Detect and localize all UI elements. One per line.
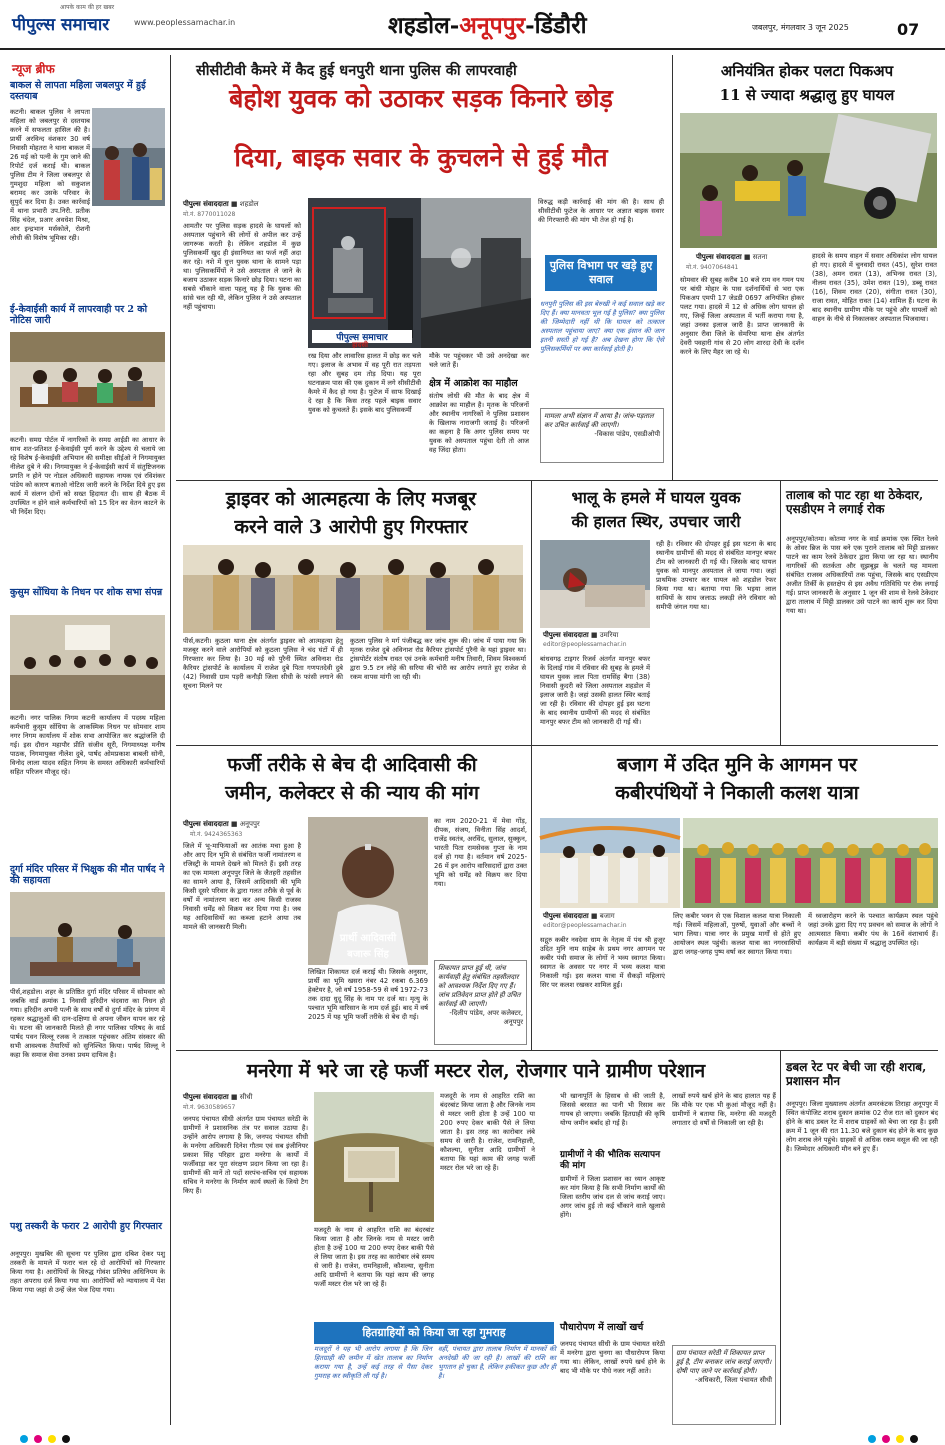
pickup-body-col-2: हादसे के समय वाहन में सवार अधिकांश लोग घायल हो गए। हादसे में चुनवादी रावत (45), सुरेश रावत (38), अमन रावत (13), अभिनव रावत (3), नीलम रावत (35), उमेश रावत (19), डब्बू रावत (16), शिवम रावत (20), संगीता रावत (30), राजा रावत, मोहित रावत (14) शामिल हैं। घटना के बाद स्थानीय ग्रामीण मौके पर पहुंचे और घायलों को वाहन के नीचे से निकालकर अस्पताल भिजवाया। [812, 252, 937, 323]
mgnrega-body-col-1: जनपद पंचायत सीधी अंतर्गत ग्राम पंचायत सरेठी के ग्रामीणों ने प्रशासनिक तंत्र पर सवाल उठाया है। उन्होंने आरोप लगाया है कि, जनपद पंचायत सीधी के मनरेगा अधिकारी दिनेश गौतम एवं सब इंजीनियर प्रकाश सिंह परिहार द्वारा मनरेगा के कार्यों में फर्जीवाड़ा कर पूरा संरक्षण प्रदान किया जा रहा है। ग्रामीणों की मानें तो पदों सरपंच-सचिव एवं सहायक सचिव ने मनरेगा के निर्माण कार्य स्थलों के जियो टैग किए हैं। [183, 1115, 308, 1195]
bear-body-col-1: बांधवगढ़ टाइगर रिजर्व अंतर्गत मानपुर बफर के दिलाई गांव में रविवार की सुबह के हमले में घायल युवक लाल पिता रामसिंह बैगा (38) निवासी कुदरी को जिला अस्पताल शहडोल में इलाज जारी है। जहां उसकी हालत स्थिर बताई जा रही है। रविवार की दोपहर हुई इस घटना के बाद स्थानीय ग्रामीणों की मदद से संबंधित मानपुर बफर टीम को जानकारी दी गई थी। [540, 655, 650, 726]
mgnrega-quote-source: -अधिकारी, जिला पंचायत सीधी [695, 1376, 772, 1384]
lead-quote [540, 408, 664, 463]
lead-kicker: सीसीटीवी कैमरे में कैद हुई धनपुरी थाना पुलिस की लापरवाही [196, 62, 517, 79]
tribal-photo-label-2: बजारू सिंह [347, 949, 389, 960]
tribal-quote-source: -दिलीप पांडेय, अपर कलेक्टर, अनूपपुर [449, 1009, 523, 1026]
brief-headline-4[interactable]: दुर्गा मंदिर परिसर में भिक्षुक की मौत पार्षद ने की सहायता [10, 864, 165, 887]
lead-quote-text: मामला अभी संज्ञान में आया है। जांच-पड़ताल कर उचित कार्रवाई की जाएगी। [544, 412, 654, 429]
masthead [0, 0, 945, 50]
bear-byline-name: पीपुल्स संवाददाता [543, 631, 589, 639]
tribal-byline-name: पीपुल्स संवाददाता [183, 820, 229, 828]
page-number: 07 [897, 20, 920, 39]
mgnrega-subhead-2: पौधारोपण में लाखों खर्च [560, 1322, 644, 1333]
tribal-byline: पीपुल्स संवाददाता ■ अनूपपुर [183, 820, 260, 828]
pickup-accident-photo [680, 113, 937, 248]
title-part-3: -डिंडौरी [525, 12, 587, 39]
mgnrega-body-col-4b: जनपद पंचायत सीधी के ग्राम पंचायत सरेठी में मनरेगा द्वारा चुनगा का पौधारोपण किया गया था। लेकिन, लाखों रुपये खर्च होने के बाद भी मौके पर पौधे नजर नहीं आते। [560, 1340, 665, 1375]
tribal-headline-line-2[interactable]: जमीन, कलेक्टर से की न्याय की मांग [225, 782, 479, 804]
tribal-photo-label-1: प्रार्थी आदिवासी [339, 933, 397, 944]
kabir-email[interactable]: editor@peoplessamachar.in [543, 922, 627, 929]
brief-headline-3[interactable]: कुसुम सोंधिया के निधन पर शोक सभा संपन्न [10, 587, 163, 598]
brief-photo-4 [10, 892, 165, 984]
kabir-procession-photo-2 [683, 818, 938, 908]
page-title [388, 8, 587, 40]
bear-email[interactable]: editor@peoplessamachar.in [543, 641, 627, 648]
mgnrega-box-right: वहीं, पंचायत द्वारा तालाब निर्माण में मानकों की अनदेखी की जा रही है। लाखों की राशि का भुगतान हो चुका है, लेकिन हकीकत कुछ और ही है। [438, 1345, 556, 1380]
mgnrega-box-left: मजदूरों ने यह भी आरोप लगाया है कि जिन हितग्राही की जमीन में खेत तालाब का निर्माण कराया गया है, उन्हें कई तरह से पैसा देकर गुमराह कर स्वीकृति ली गई है। [314, 1345, 432, 1380]
section-divider [176, 1050, 938, 1051]
tribal-quote-text: शिकायत प्राप्त हुई थी, जांच कार्यवाही हेतु संबंधित तहसीलदार को आवश्यक निर्देश दिए गए हैं। जांच प्रतिवेदन प्राप्त होते ही उचित कार्रवाई की जाएगी। [438, 964, 521, 1008]
section-divider [176, 745, 938, 746]
bear-headline-line-1[interactable]: भालू के हमले में घायल युवक [571, 488, 741, 507]
kabir-byline-name: पीपुल्स संवाददाता [543, 912, 589, 920]
lead-quote-source: -विकास पांडेय, एसडीओपी [594, 430, 660, 438]
registration-dot-black [62, 1435, 70, 1443]
brief-body-2: कटनी। समग्र पोर्टल में नागरिकों के समग्र आईडी का आधार के साथ शत-प्रतिशत ई-केवाईसी पूर्ण करने के उद्देश्य से चलाये जा रहे विशेष ई-केवाईसी अभियान की समीक्षा सीईओ ने निगमायुक्त नीलेश दुबे ने की। निगमायुक्त ने ई-केवाईसी कार्य में संतुष्टिजनक प्रगति न होने पर नोडल अधिकारी सहायक नायक एवं रविशंकर पांडेय को कारण बताओ नोटिस जारी करने के निर्देश दिये हुए इस कार्य में संलग्न दोनों को सख्त हिदायत दी। साथ ही बैठक में उपस्थित न होने वाले कर्मचारियों को 15 दिन का वेतन काटने के भी निर्देश दिए। [10, 436, 165, 516]
tribal-body-col-1: जिले में भू-माफियाओं का आतंक मचा हुआ है और आए दिन भूमि से संबंधित फर्जी नामांतरण व रजिस्ट्री के मामले देखने को मिलते हैं। इसी तरह का एक मामला अनूपपुर जिले के जैतहरी तहसील का सामने आया है, जिसमें आदिवासी की भूमि किसी दूसरे परिवार के द्वारा गलत तरीके से पूर्व के वर्षों में नामांतरण करा कर अन्य किसी राजस्व निवासी धर्मेंद्र को विक्रय कर दिया गया है। जब यह आदिवासियों का कब्जा हटाने आया तब मामले की जानकारी मिली। [183, 842, 301, 931]
kabir-body-col-3: में ध्वजारोहण करने के पश्चात कार्यक्रम स्थल पहुंचे जहां उनके द्वारा दिए गए प्रवचन को समाज के लोगों ने आत्मसात किया। कबीर पंथ के 16वें वंशाचार्य हैं। कार्यक्रम में बड़ी संख्या में श्रद्धालु उपस्थित रहे। [808, 912, 938, 947]
mgnrega-byline-name: पीपुल्स संवाददाता [183, 1093, 229, 1101]
mgnrega-mobile: मो.नं. 9630589657 [183, 1104, 236, 1111]
lead-mobile: मो.नं. 8770011028 [183, 211, 236, 218]
brief-headline-5[interactable]: पशु तस्करी के फरार 2 आरोपी हुए गिरफ्तार [10, 1221, 163, 1232]
column-divider [531, 745, 532, 1050]
mgnrega-byline: पीपुल्स संवाददाता ■ सीधी [183, 1093, 253, 1101]
lead-headline-line-2[interactable]: दिया, बाइक सवार के कुचलने से हुई मौत [234, 143, 608, 172]
kabir-procession-photo-1 [540, 818, 680, 908]
bear-headline-line-2[interactable]: की हालत स्थिर, उपचार जारी [571, 512, 741, 531]
news-brief-label: न्यूज ब्रीफ [12, 62, 55, 76]
brief-body-5: अनूपपुर। मुखबिर की सूचना पर पुलिस द्वारा दबिश देकर पशु तस्करी के मामले में फरार चल रहे दो आरोपियों को गिरफ्तार किया गया है। आरोपियों के विरुद्ध गोवंश प्रतिषेध अधिनियम के तहत अपराध दर्ज किया गया था। आरोपियों को न्यायालय में पेश किया गया जहां से उन्हें जेल भेज दिया गया। [10, 1250, 165, 1294]
registration-dot-yellow [48, 1435, 56, 1443]
brief-body-1: कटनी। बाकल पुलिस ने लापता महिला को जबलपुर से दस्तयाब करने में सफलता हासिल की है। प्रार्थी अरविन्द वंशकार 30 वर्ष निवासी मोहतरा ने थाना बाकल में 26 मई को पत्नी के गुम जाने की रिपोर्ट दर्ज कराई थी। बाकल पुलिस टीम ने जिला जबलपुर से गुमशुदा महिला को सकुशल बरामद कर उसके परिवार के सुपुर्द कर दिया है। उक्त कार्रवाई में थाना प्रभारी उप.निरी. प्रतीक सिंह चंदेल, प्रआर अवधेश मिश्रा, आर इन्द्रभान मर्सकोले, रोशनी लोधी की विशेष भूमिका रही। [10, 108, 90, 242]
kabir-byline: पीपुल्स संवाददाता ■ बजाग [543, 912, 615, 920]
mgnrega-byline-location: सीधी [239, 1093, 253, 1101]
lead-body-col-3b: संतोष लोधी की मौत के बाद क्षेत्र में आक्रोश का माहौल है। मृतक के परिजनों और स्थानीय नागरिकों ने पुलिस प्रशासन के खिलाफ नाराजगी जताई है। परिजनों का कहना है कि अगर पुलिस समय पर युवक को अस्पताल पहुंचा देती तो आज वह जिंदा होता। [429, 392, 529, 454]
kabir-headline-line-2[interactable]: कबीरपंथियों ने निकाली कलश यात्रा [615, 782, 859, 804]
mgnrega-quote [672, 1345, 776, 1425]
lead-byline-name: पीपुल्स संवाददाता [183, 200, 229, 208]
brand-logo: पीपुल्स समाचार [12, 15, 110, 35]
kabir-headline-line-1[interactable]: बजाग में उदित मुनि के आगमन पर [617, 754, 857, 776]
mgnrega-box-head: हितग्राहियों को किया जा रहा गुमराह [314, 1322, 554, 1344]
driver-body-col-1: पीर्स,कटनी। कुठला थाना क्षेत्र अंतर्गत ड्राइवर को आत्महत्या हेतु मजबूर करने वाले आरोपियों को कुठला पुलिस ने चंद घंटों में ही गिरफ्तार कर लिया है। 30 मई को पुरैनी स्थित अविनाश रोड कैरियर ट्रांसपोर्ट के कार्यालय में राजेश दुबे पिता गणपतदेवी दुबे (42) निवासी ग्राम पड़री कनौड़ी जिला सीधी के फांसी लगाने की सूचना मिलने पर [183, 637, 343, 690]
pickup-byline-name: पीपुल्स संवाददाता [696, 253, 742, 261]
lead-cctv-photo-2 [421, 198, 531, 348]
driver-arrest-photo [183, 545, 523, 633]
lead-box-body: धनपुरी पुलिस की इस बेरुखी ने कई सवाल खड़े कर दिए हैं। क्या मानवता भूल गई है पुलिस? क्या पुलिस की जिम्मेदारी नहीं थी कि घायल को तत्काल अस्पताल पहुंचाया जाए? क्या एक इंसान की जान इतनी सस्ती हो गई है? अब देखना होगा कि ऐसे पुलिसकर्मियों पर क्या कार्रवाई होती है। [540, 300, 664, 353]
mgnrega-body-col-3: भी खानापूर्ति के हिसाब से की जाती है, जिससे बरसात का पानी भी रिसाव कर गायब हो जाएगा। जबकि हितग्राही की कृषि योग्य जमीन बर्बाद हो गई है। [560, 1092, 665, 1127]
brief-body-4: पीर्स,शहडोल। शहर के प्रतिष्ठित दुर्गा मंदिर परिसर में सोमवार को जबकि वार्ड क्रमांक 1 निवासी हरिदीन चंदवारा का निधन हो गया। हरिदीन अपनी पत्नी के साथ वर्षों से दुर्गा मंदिर के प्रांगण में रहकर श्रद्धालुओं की दान-दक्षिणा से अपना जीवन यापन कर रहे थे। घटना की जानकारी मिलते ही नगर पालिका परिषद के वार्ड पार्षद पवन सिल्लू रजक ने तत्काल पहुंचकर अंतिम संस्कार की सभी आवश्यक तैयारियों को सुनिश्चित किया। पार्षद सिल्लू ने कहा कि समाज सेवा उनका प्रथम दायित्व है। [10, 988, 165, 1059]
section-divider [176, 480, 938, 481]
column-divider [672, 55, 673, 480]
lead-body-col-3: मौके पर पहुंचकर भी उसे अनदेखा कर चले जाते हैं। [429, 352, 529, 369]
dateline: जबलपुर, मंगलवार 3 जून 2025 [752, 23, 849, 32]
tribal-headline-line-1[interactable]: फर्जी तरीके से बेच दी आदिवासी की [227, 754, 477, 776]
lead-photo-tag: हादसी [352, 341, 368, 349]
pickup-headline-line-2[interactable]: 11 से ज्यादा श्रद्धालु हुए घायल [719, 86, 895, 104]
column-divider [170, 55, 171, 1425]
lead-subhead: क्षेत्र में आक्रोश का माहौल [429, 378, 518, 389]
title-part-2: अनूपपुर [459, 12, 526, 39]
bear-byline: पीपुल्स संवाददाता ■ उमरिया [543, 631, 619, 639]
column-divider [780, 1050, 781, 1425]
lead-byline: पीपुल्स संवाददाता ■ शहडोल [183, 200, 259, 208]
kabir-body-col-1: सद्गुरु कबीर नवदेवा धाम के नेतृत्व में पंथ श्री हुजूर उदित मुनि नाम साहेब के प्रथम नगर आगमन पर कबीर पंथी समाज के लोगों ने भव्य स्वागत किया। स्वागत के अवसर पर नगर में भव्य कलश यात्रा निकाली गई। इस कलश यात्रा में सैकड़ों महिलाएं सिर पर कलश रखकर शामिल हुईं। [540, 936, 665, 989]
lead-headline-line-1[interactable]: बेहोश युवक को उठाकर सड़क किनारे छोड़ [229, 84, 613, 113]
mgnrega-body-col-3b: ग्रामीणों ने जिला प्रशासन का ध्यान आकृष्ट कर मांग किया है कि सभी निर्माण कार्यों की जिला स्तरीय जांच दल से जांच कराई जाए। अगर जांच हुई तो कई चौंकाने वाले खुलासे होंगे। [560, 1175, 665, 1219]
brand-tagline: आपके काम की हर खबर [60, 4, 115, 11]
pond-body: अनूपपुर/कोतमा। कोतमा नगर के वार्ड क्रमांक एक स्थित रेलवे के ओवर ब्रिज के पास बने एक पुराने तालाब को मिट्टी डालकर पाटने का काम रेलवे ठेकेदार द्वारा किया जा रहा था। स्थानीय नागरिकों की सतर्कता और सूझबूझ के चलते यह मामला संबंधित राजस्व अधिकारियों तक पहुंचा, जिसके बाद एसडीएम अजीत तिर्की के हस्तक्षेप से इस अवैध गतिविधि पर रोक लगाई गई। प्राप्त जानकारी के अनुसार 1 जून की शाम से रेलवे ठेकेदार द्वारा तालाब में मिट्टी डालकर उसे पाटने का कार्य शुरू कर दिया गया था। [786, 535, 938, 615]
pickup-mobile: मो.नं. 9407064841 [686, 264, 739, 271]
lead-body-col-4: विरुद्ध कड़ी कार्रवाई की मांग की है। साथ ही सीसीटीवी फुटेज के आधार पर अज्ञात बाइक सवार की गिरफ्तारी की मांग भी तेज हो गई है। [538, 198, 664, 224]
pickup-body-col-1: सोमवार की सुबह करीब 10 बजे राम वन गमन पथ पर बांधी मोहार के पास दर्शनार्थियों से भरा एक पिकअप एमपी 17 जेडडी 0697 अनियंत्रित होकर पलट गया। हादसे में 12 से अधिक लोग घायल हो गए, जिन्हें जिला अस्पताल में भर्ती कराया गया है, जहां उनका इलाज जारी है। प्राप्त जानकारी के अनुसार रीवा जिले के सेमरिया थाना क्षेत्र अंतर्गत देवरी पवहारी गांव से 20 लोग शारदा देवी के दर्शन करने के लिए मैहर जा रहे थे। [680, 276, 804, 356]
registration-dot-yellow [896, 1435, 904, 1443]
brief-body-3: कटनी। नगर पालिक निगम कटनी कार्यालय में पदस्थ महिला कर्मचारी कुसुम सोंधिया के आकस्मिक निधन पर सोमवार शाम नगर निगम कार्यालय में शोक सभा आयोजित कर श्रद्धांजलि दी गई। इस दौरान महापौर प्रीति संजीव सूरी, निगमाध्यक्ष मनीष पाठक, निगमायुक्त नीलेश दुबे, पार्षद ओमप्रकाश बाबली सोनी, विनोद लाला यादव सहित निगम के समस्त अधिकारी कर्मचारियों सहित परिजन मौजूद रहे। [10, 714, 165, 776]
mgnrega-quote-text: ग्राम पंचायत सरेठी में शिकायत प्राप्त हुई है, टीम बनाकर जांच कराई जाएगी। दोषी पाए जाने पर कार्रवाई होगी। [676, 1349, 772, 1375]
kabir-body-col-2: लिए कबीर भवन से एक विशाल कलश यात्रा निकाली गई। जिसमें महिलाओं, पुरुषों, युवाओं और बच्चों ने भाग लिया। यात्रा नगर के प्रमुख मार्गों से होते हुए आयोजन स्थल पहुंची। कलश यात्रा का नगरवासियों द्वारा जगह-जगह पुष्प वर्षा कर स्वागत किया गया। [673, 912, 801, 956]
tribal-body-col-3: का नाम 2020-21 में मेवा गोंड़, दीपक, संजय, विनीता सिंह आदर्श, राजेंद्र स्वतंत्र, अरविंद, सुलाल, सुक्कुन, भारती पिता रामसेवक गुप्ता के नाम दर्ज हो गया है। वर्तमान वर्ष 2025-26 में इन आरोप वारिसदारों द्वारा उक्त भूमि को धर्मेंद्र को विक्रय कर दिया गया। [434, 817, 527, 888]
mgnrega-subhead-1: ग्रामीणों ने की भौतिक सत्यापन की मांग [560, 1150, 661, 1171]
registration-dot-cyan [20, 1435, 28, 1443]
kabir-byline-location: बजाग [599, 912, 615, 920]
registration-dot-cyan [868, 1435, 876, 1443]
registration-dot-black [910, 1435, 918, 1443]
driver-headline-line-1[interactable]: ड्राइवर को आत्महत्या के लिए मजबूर [226, 488, 476, 510]
brief-headline-1[interactable]: बाकल से लापता महिला जबलपुर में हुई दस्तयाब [10, 80, 146, 103]
mgnrega-body-col-2b: मजदूरी के नाम से आहरित राशि का बंदरबांट किया जाता है और जिनके नाम से मस्टर जारी होता है उन्हें 100 या 200 रुपए देकर बाकी पैसे ले लिया जाता है। इस तरह का कारोबार लंबे समय से जारी है। राजेश, रामनिहाली, कौशल्या, सुनीता आदि ग्रामीणों ने बताया कि यहां काम की जगह फर्जी मस्टर रोल भरे जा रहे हैं। [440, 1092, 535, 1172]
title-part-1: शहडोल- [388, 12, 460, 39]
brief-photo-3 [10, 615, 165, 710]
driver-headline-line-2[interactable]: करने वाले 3 आरोपी हुए गिरफ्तार [234, 516, 468, 538]
bear-body-col-2: रही है। रविवार की दोपहर हुई इस घटना के बाद स्थानीय ग्रामीणों की मदद से संबंधित मानपुर बफर टीम को जानकारी दी गई थी। जिसके बाद घायल युवक को मानपुर अस्पताल ले जाया गया। जहां प्राथमिक उपचार कर घायल को शहडोल रेफर किया गया था। बताया गया कि भइया लाल साथियों के साथ जलाऊ लकड़ी लेने रविवार को समीपी जंगल गया था। [656, 540, 776, 611]
registration-dot-magenta [34, 1435, 42, 1443]
tribal-mobile: मो.नं. 9424365363 [190, 831, 243, 838]
lead-photo-watermark: पीपुल्स समाचार [312, 330, 412, 343]
brief-headline-2[interactable]: ई-केवाईसी कार्य में लापरवाही पर 2 को नोटिस जारी [10, 304, 148, 327]
lead-byline-location: शहडोल [239, 200, 259, 208]
brief-photo-2 [10, 332, 165, 432]
pond-headline[interactable]: तालाब को पाट रहा था ठेकेदार, एसडीएम ने लगाई रोक [786, 488, 924, 517]
print-color-strip [0, 1432, 945, 1445]
lead-body-col-2: रख दिया और लावारिस हालत में छोड़ कर चले गए। इलाज के अभाव में वह पूरी रात तड़पता रहा और सुबह दम तोड़ दिया। यह पूरा घटनाक्रम पास की एक दुकान में लगे सीसीटीवी कैमरे में कैद हो गया है। फुटेज में साफ दिखाई दे रहा है कि किस तरह पहले बाइक सवार युवक को कुचलते हैं। इसके बाद पुलिसकर्मी [308, 352, 421, 414]
tribal-body-col-2: लिखित शिकायत दर्ज कराई थी। जिसके अनुसार, प्रार्थी का भूमि खसरा नंबर 42 रकबा 6.369 हेक्टेयर है, जो वर्ष 1958-59 से वर्ष 1972-73 तक दादा धुदू सिंह के नाम पर दर्ज था। मृत्यु के पश्चात भूमि वारिसान के नाम दर्ज हुई। बाद में वर्ष 2025 में यह भूमि फर्जी तरीके से बेच दी गई। [308, 968, 429, 1021]
registration-dot-magenta [882, 1435, 890, 1443]
site-url[interactable]: www.peoplessamachar.in [134, 18, 236, 27]
mgnrega-body-col-2: मजदूरी के नाम से आहरित राशि का बंदरबांट किया जाता है और जिनके नाम से मस्टर जारी होता है उन्हें 100 या 200 रुपए देकर बाकी पैसे ले लिया जाता है। इस तरह का कारोबार लंबे समय से जारी है। राजेश, रामनिहाली, कौशल्या, सुनीता आदि ग्रामीणों ने बताया कि यहां काम की जगह फर्जी मस्टर रोल भरे जा रहे हैं। [314, 1226, 434, 1288]
pickup-byline: पीपुल्स संवाददाता ■ सतना [696, 253, 768, 261]
bear-byline-location: उमरिया [599, 631, 619, 639]
column-divider [780, 480, 781, 745]
mgnrega-headline[interactable]: मनरेगा में भरे जा रहे फर्जी मस्टर रोल, रोजगार पाने ग्रामीण परेशान [246, 1060, 706, 1082]
pickup-byline-location: सतना [752, 253, 768, 261]
mgnrega-body-col-4: लाखों रुपये खर्च होने के बाद हालात यह हैं कि मौके पर एक भी कुआं मौजूद नहीं है। ग्रामीणों ने बताया कि, मनरेगा की मजदूरी लगातार दो वर्षों से निकाली जा रही है। [672, 1092, 776, 1127]
tribal-byline-location: अनूपपुर [239, 820, 260, 828]
bear-victim-photo [540, 540, 650, 628]
brief-photo-1 [92, 108, 165, 206]
liquor-headline[interactable]: डबल रेट पर बेची जा रही शराब, प्रशासन मौन [786, 1060, 927, 1089]
lead-body-col-1: आमतौर पर पुलिस सड़क हादसे के घायलों को अस्पताल पहुंचाने की लोगों से अपील कर उन्हें जागरूक करती है। लेकिन शहडोल में कुछ पुलिसकर्मी खुद ही इंसानियत का फर्ज नहीं अदा कर रहे। नशे में धुत्त युवक थाना के सामने पड़ा था। पुलिसकर्मियों ने उसे अस्पताल ले जाने के बजाय उठाकर सड़क किनारे छोड़ दिया। घटना का सबसे चौंकाने वाला पहलू यह है कि युवक की सांसे चल रही थी, लेकिन पुलिस ने उसे अस्पताल नहीं पहुंचाया। [183, 222, 301, 311]
column-divider [531, 480, 532, 745]
driver-body-col-2: कुठला पुलिस ने मर्ग पंजीबद्ध कर जांच शुरू की। जांच में पाया गया कि मृतक राजेश दुबे अविनाश रोड कैरियर ट्रांसपोर्ट पुरैनी के यहां ड्राइवर था। ट्रांसपोर्टर संतोष रावत एवं उनके कर्मचारी मनीष तिवारी, शिवम विश्वकर्मा द्वारा 9.5 टन लोहे की सरिया की चोरी का आरोप लगाते हुए राजेश से रकम वापस मांगी जा रही थी। [350, 637, 526, 681]
driver-body-col-3-anchor [433, 545, 434, 546]
tribal-quote [434, 960, 527, 1045]
mgnrega-site-photo [314, 1092, 434, 1222]
lead-box-head: पुलिस विभाग पर खड़े हुए सवाल [545, 255, 657, 291]
lead-cctv-photo-1 [308, 198, 421, 348]
pickup-headline-line-1[interactable]: अनियंत्रित होकर पलटा पिकअप [720, 62, 894, 80]
liquor-body: अनूपपुर। जिला मुख्यालय अंतर्गत अमरकंटक तिराहा अनूपपुर में स्थित कंपोजिट शराब दुकान क्रमांक 02 रोज रात को दुकान बंद होने के बाद डबल रेट में शराब ग्राहकों को बेचा जा रहा है। इसी क्रम में 1 जून की रात 11.30 बजे दुकान बंद होने के बाद कुछ लोग शराब लेने पहुंचे। ग्राहकों से अधिक रकम वसूल की जा रही है। जिम्मेदार अधिकारी मौन बने हुए हैं। [786, 1100, 938, 1153]
